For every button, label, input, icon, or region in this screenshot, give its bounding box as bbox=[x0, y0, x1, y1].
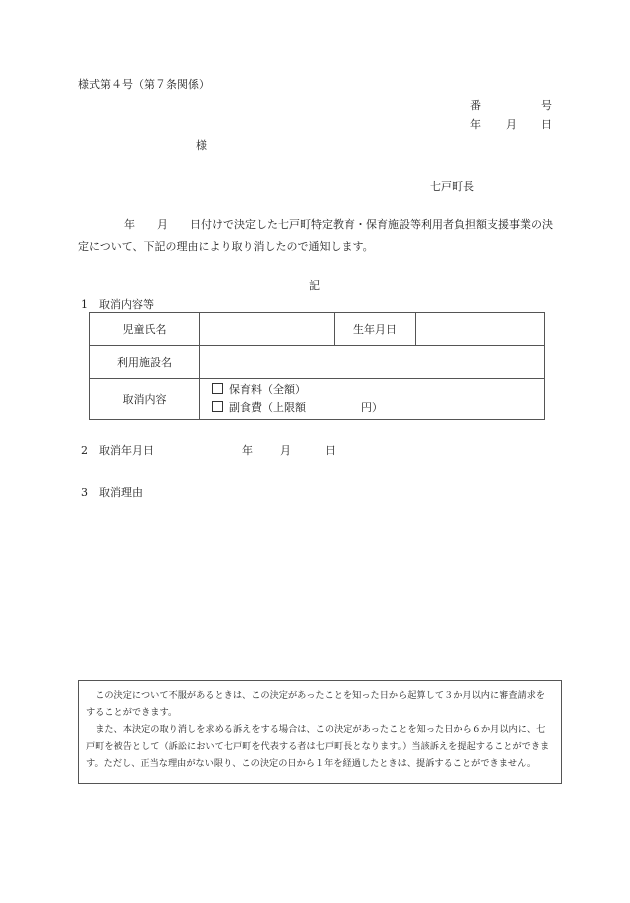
table-row bbox=[90, 346, 545, 379]
child-name-label: 児童氏名 bbox=[90, 313, 200, 346]
facility-value[interactable] bbox=[200, 346, 545, 379]
checkbox-icon[interactable] bbox=[212, 401, 223, 412]
cancel-details-table bbox=[89, 312, 545, 420]
date-year: 年 bbox=[470, 118, 481, 131]
option-childcare-fee[interactable] bbox=[200, 381, 544, 399]
section2-day: 日 bbox=[325, 444, 336, 457]
cancel-content-options bbox=[200, 379, 545, 420]
body-text bbox=[78, 214, 556, 258]
form-id: 様式第４号（第７条関係） bbox=[78, 78, 210, 91]
issuer: 七戸町長 bbox=[430, 180, 474, 193]
checkbox-icon[interactable] bbox=[212, 383, 223, 394]
section1-heading: 1 取消内容等 bbox=[81, 298, 154, 311]
child-name-value[interactable] bbox=[200, 313, 335, 346]
addressee-suffix: 様 bbox=[196, 139, 207, 152]
body-text-content: 年 月 日付けで決定した七戸町特定教育・保育施設等利用者負担額支援事業の決定について、下記の理由により取り消したので通知します。 bbox=[78, 218, 553, 253]
notice-paragraph-2: また、本決定の取り消しを求める訴えをする場合は、この決定があったことを知った日から６か月以内に、七戸町を被告として（訴訟において七戸町を代表する者は七戸町長となります。）当該訴えを提起することができます。ただし、正当な理由がない限り、この決定の日から１年を経過したときは、提訴することができません。 bbox=[86, 724, 550, 769]
appeal-notice-box bbox=[78, 680, 562, 784]
ki-heading: 記 bbox=[309, 279, 320, 292]
birth-date-label: 生年月日 bbox=[335, 313, 416, 346]
birth-date-value[interactable] bbox=[416, 313, 545, 346]
facility-label: 利用施設名 bbox=[90, 346, 200, 379]
cancel-content-label: 取消内容 bbox=[90, 379, 200, 420]
date-day: 日 bbox=[541, 118, 552, 131]
number-label: 番 bbox=[470, 99, 481, 112]
section2-month: 月 bbox=[280, 444, 291, 457]
table-row bbox=[90, 313, 545, 346]
section2-year: 年 bbox=[242, 444, 253, 457]
table-row bbox=[90, 379, 545, 420]
option-label: 保育料（全額） bbox=[229, 383, 306, 396]
section3-heading: 3 取消理由 bbox=[81, 486, 143, 499]
notice-paragraph-1: この決定について不服があるときは、この決定があったことを知った日から起算して３か月以内に審査請求をすることができます。 bbox=[86, 690, 546, 718]
section2-heading: 2 取消年月日 bbox=[81, 444, 154, 457]
date-month: 月 bbox=[506, 118, 517, 131]
option-meal-fee[interactable] bbox=[200, 399, 544, 417]
option-label: 副食費（上限額 円） bbox=[229, 401, 383, 414]
number-suffix: 号 bbox=[541, 99, 552, 112]
